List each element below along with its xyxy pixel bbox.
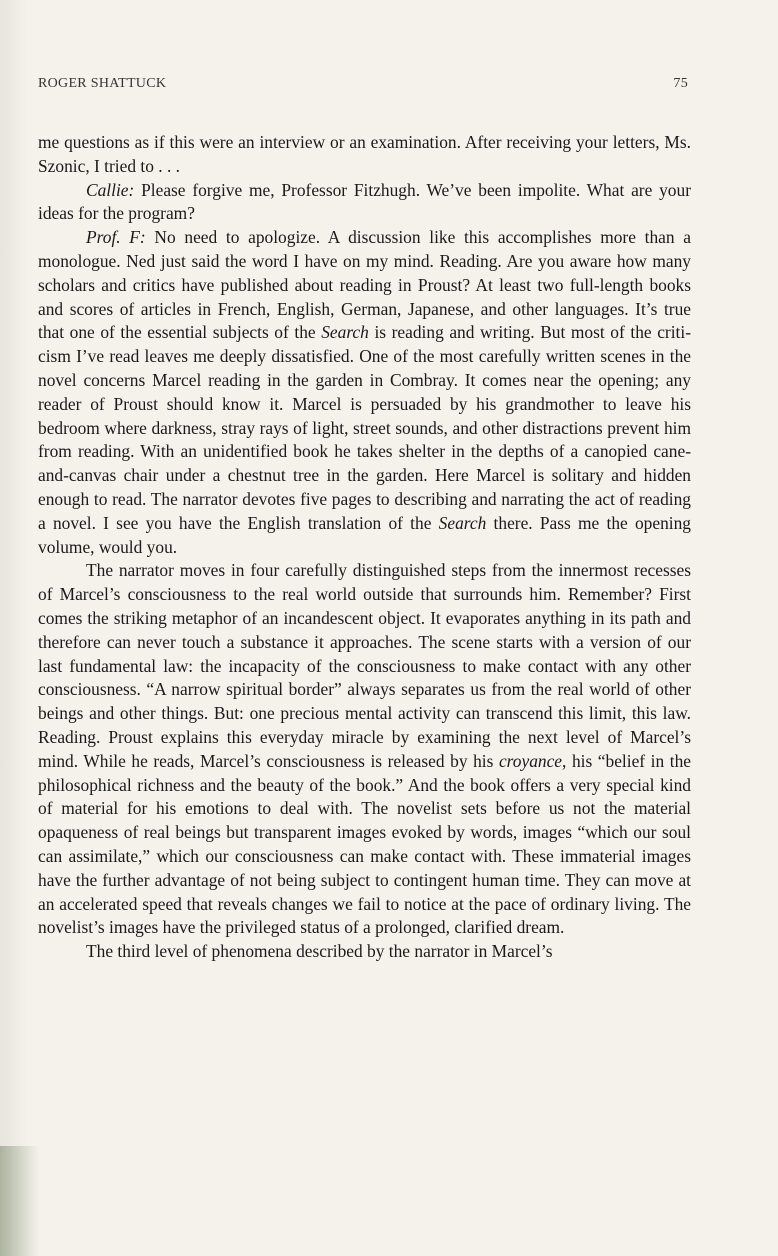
page-number: 75 [673,76,688,91]
page-edge-shadow [0,0,28,1256]
page-edge-stain [0,1146,40,1256]
paragraph-4: The narrator moves in four carefully distinguished steps from the innermost recesses of Marcel’s consciousness to the real world outside that surrounds him. Remember? First comes the striking metaphor of an incandescent object. It evaporates anything in its path and therefore can never touch a substance it approaches. The scene starts with a version of our last fundamental law: the incapacity of the consciousness to make contact with any other consciousness. “A narrow spiritual border” always separates us from the real world of other beings and other things. But: one precious mental activity can transcend this limit, this law. Reading. Proust explains this everyday miracle by examining the next level of Marcel’s mind. While he reads, Marcel’s consciousness is released by his croyance, his “belief in the philosophical richness and the beauty of the book.” And the book offers a very special kind of material for his emotions to deal with. The novelist sets before us not the material opaqueness of real beings but transparent images evoked by words, images “which our soul can assimilate,” which our consciousness can make contact with. These immaterial images have the further advantage of not being subject to contingent human time. They can move at an accelerated speed that reveals changes we fail to notice at the pace of ordinary living. The novelist’s images have the privileged status of a prolonged, clarified dream. [38,560,691,938]
body-text [38,131,691,964]
paragraph-5: The third level of phenomena described by the narrator in Marcel’s [86,941,553,962]
book-title: Search [438,512,487,533]
paragraph-3: Prof. F: No need to apologize. A discussion like this accomplishes more than a monologue. Ned just said the word I have on my mind. Reading. Are you aware how many scholars and critics have published about reading in Proust? At least two full-length books and scores of articles in French, English, German, Japanese, and other languages. It’s true that one of the essential subjects of the Search is reading and writing. But most of the criticism I’ve read leaves me deeply dissatisfied. One of the most carefully written scenes in the novel concerns Marcel reading in the garden in Combray. It comes near the opening; any reader of Proust should know it. Marcel is persuaded by his grandmother to leave his bedroom where darkness, stray rays of light, street sounds, and other distractions prevent him from reading. With an unidentified book he takes shelter in the depths of a canopied cane-and-canvas chair under a chestnut tree in the garden. Here Marcel is solitary and hidden enough to read. The narrator devotes five pages to describing and narrating the act of reading a novel. I see you have the English translation of the Search there. Pass me the opening volume, would you. [38,227,691,557]
paragraph-1: me questions as if this were an interview or an examination. After receiving your letters, Ms. Szonic, I tried to . . . [38,132,691,176]
paragraph-2: Callie: Please forgive me, Professor Fitzhugh. We’ve been impolite. What are your ideas for the program? [38,179,691,224]
foreign-term: croyance [498,750,563,771]
running-head [38,76,688,96]
running-head-author: ROGER SHATTUCK [38,76,167,91]
speaker-callie: Callie: [86,179,135,200]
speaker-prof-f: Prof. F: [86,227,146,248]
book-title: Search [321,322,369,343]
